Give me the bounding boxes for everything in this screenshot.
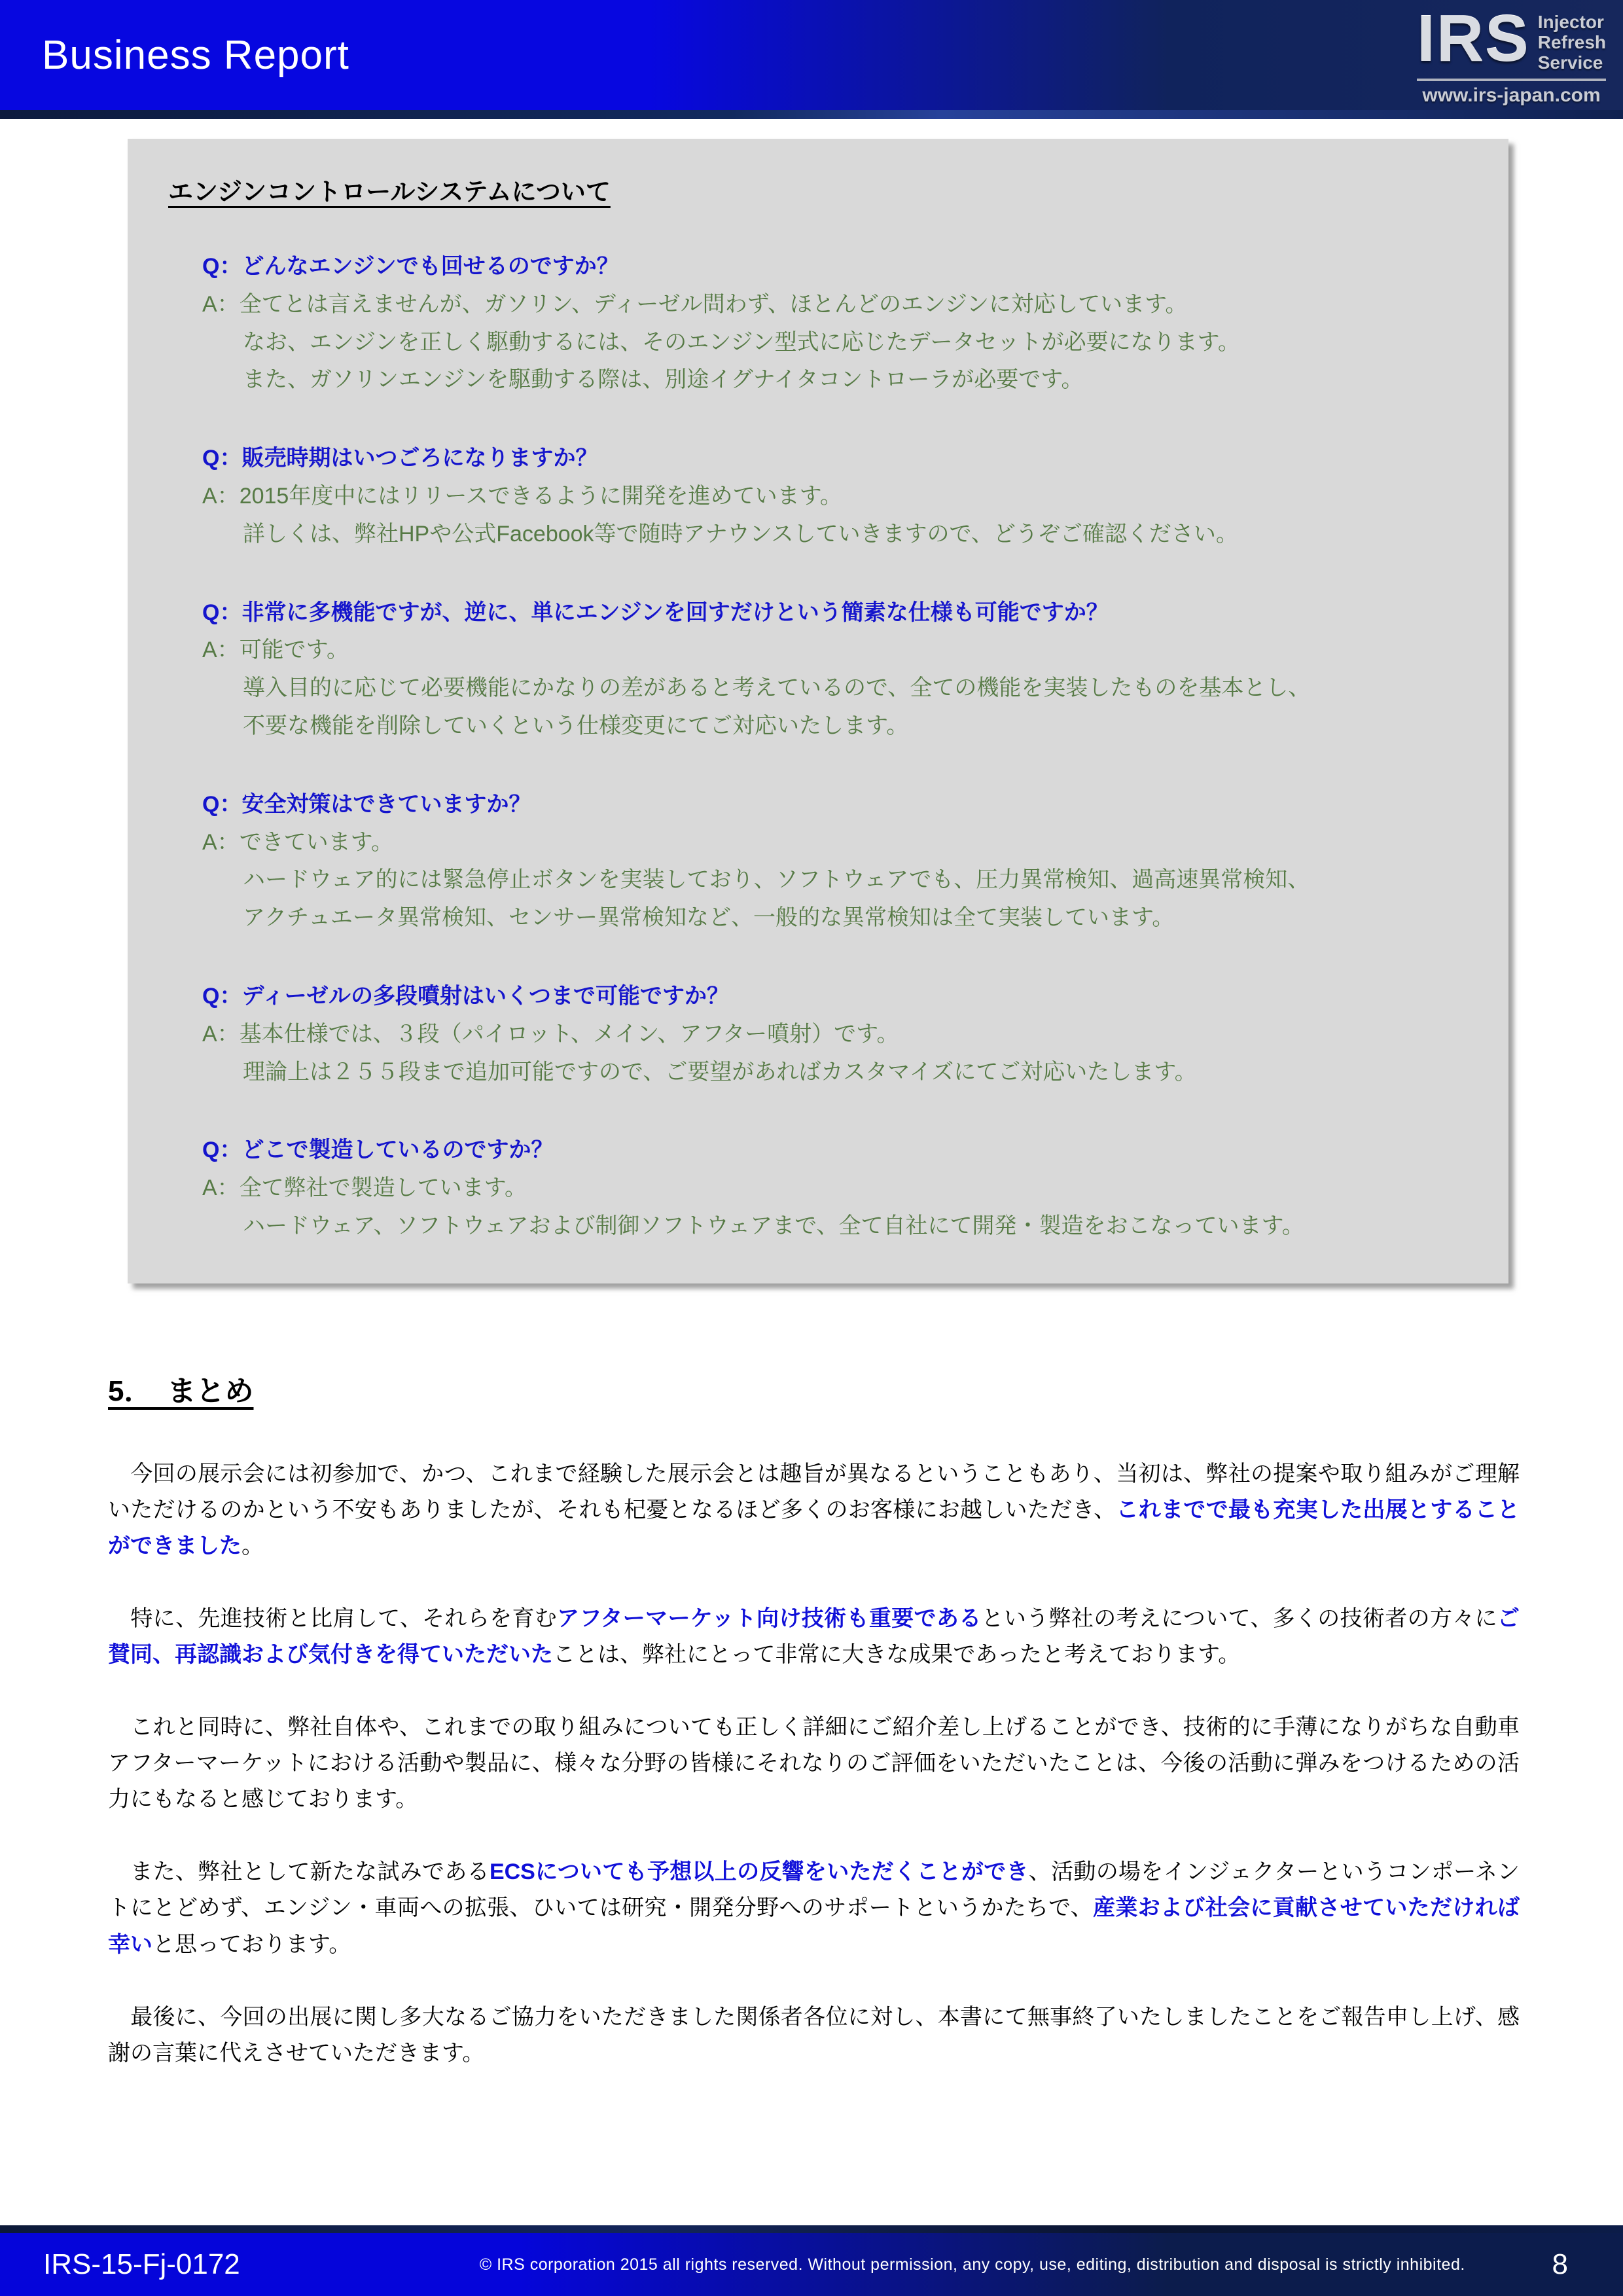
a-prefix: A： [202,1021,240,1047]
qa-question-text: どこで製造しているのですか？ [241,1138,554,1163]
qa-item [202,594,1469,745]
qa-answer-line: 導入目的に応じて必要機能にかなりの差があると考えているので、全ての機能を実装したものを基本とし、 [243,675,1311,701]
q-prefix: Q： [202,791,242,817]
text-segment: という弊社の考えについて、多くの技術者の方々に [981,1605,1498,1631]
text-segment: これと同時に、弊社自体や、これまでの取り組みについても正しく詳細にご紹介差し上げることができ、技術的に手薄になりがちな自動車アフターマーケットにおける活動や製品に、様々な分野の皆様にそれなりのご評価をいただいたことは、今後の活動に弾みをつけるための活力にもなると感じております。 [108,1715,1520,1812]
text-segment-emphasis: これまでで最も充実した出展とすることができました [108,1497,1520,1558]
qa-answer-line: なお、エンジンを正しく駆動するには、そのエンジン型式に応じたデータセットが必要になります。 [243,329,1240,355]
doc-number: IRS-15-Fj-0172 [43,2248,240,2280]
summary-section [108,1367,1520,2072]
qa-answer [202,286,1469,399]
text-segment-emphasis: ご賛同、再認識および気付きを得ていただいた [108,1605,1520,1668]
qa-panel-title: エンジンコントロールシステムについて [168,179,611,206]
footer-divider [0,2225,1623,2233]
summary-paragraph [108,1601,1520,1673]
qa-answer-line: 不要な機能を削除していくという仕様変更にてご対応いたします。 [243,713,909,738]
a-prefix: A： [202,829,240,855]
summary-paragraph [108,2000,1520,2072]
qa-answer-line [202,1170,1469,1208]
qa-item [202,440,1469,553]
qa-item [202,1132,1469,1245]
summary-paragraph [108,1710,1520,1818]
text-segment: また、弊社として新たな試みである [108,1859,490,1885]
qa-panel [128,139,1508,1283]
qa-answer-line: 詳しくは、弊社HPや公式Facebook等で随時アナウンスしていきますので、どうぞご確認ください。 [243,521,1238,547]
footer-bar [0,2225,1623,2296]
qa-answer-text: できています。 [239,829,393,855]
qa-answer [202,1170,1469,1246]
logo-url: www.irs-japan.com [1417,79,1606,107]
logo-word: Refresh [1537,32,1606,53]
a-prefix: A： [202,483,240,509]
header-divider [0,110,1623,119]
qa-question-text: ディーゼルの多段噴射はいくつまで可能ですか？ [241,983,730,1009]
qa-answer-line [202,286,1469,324]
logo-word: Injector [1537,12,1604,33]
text-segment: と思っております。 [152,1931,351,1957]
text-segment: 特に、先進技術と比肩して、それらを育む [108,1605,558,1631]
qa-question-text: 安全対策はできていますか？ [241,791,531,817]
qa-item [202,248,1469,399]
qa-item [202,786,1469,937]
text-segment: 今回の展示会には初参加で、かつ、これまで経験した展示会とは趣旨が異なるということもあり、当初は、弊社の提案や取り組みがご理解いただけるのかという不安もありましたが、それも杞憂となるほど多くのお客様にお越しいただき、 [108,1461,1520,1522]
q-prefix: Q： [202,446,242,471]
qa-answer-text: 全て弊社で製造しています。 [239,1175,527,1201]
qa-item [202,978,1469,1091]
qa-answer-line: また、ガソリンエンジンを駆動する際は、別途イグナイタコントローラが必要です。 [243,367,1084,393]
qa-answer-text: 基本仕様では、３段（パイロット、メイン、アフター噴射）です。 [239,1021,899,1047]
text-segment: 。 [241,1533,264,1558]
qa-answer-line: ハードウェア的には緊急停止ボタンを実装しており、ソフトウェアでも、圧力異常検知、過高速異常検知、 [243,867,1310,893]
qa-answer-text: 2015年度中にはリリースできるように開発を進めています。 [239,483,842,509]
text-segment: ことは、弊社にとって非常に大きな成果であったと考えております。 [553,1642,1241,1668]
qa-answer-line: ハードウェア、ソフトウェアおよび制御ソフトウェアまで、全て自社にて開発・製造をおこなっています。 [243,1213,1304,1238]
logo-words [1538,9,1606,73]
summary-heading: 5． まとめ [108,1374,254,1407]
a-prefix: A： [202,291,240,317]
qa-answer-line [202,824,1469,862]
qa-answer [202,824,1469,937]
qa-answer [202,632,1469,745]
qa-question-text: どんなエンジンでも回せるのですか？ [241,254,619,279]
qa-answer [202,478,1469,554]
text-segment-emphasis: アフターマーケット向け技術も重要である [557,1605,982,1631]
qa-answer [202,1016,1469,1092]
qa-answer-line [202,1016,1469,1054]
qa-answer-line [202,632,1469,670]
text-segment-emphasis: 産業および社会に貢献させていただければ幸い [108,1895,1520,1957]
qa-question [202,1132,1469,1170]
qa-answer-line: アクチュエータ異常検知、センサー異常検知など、一般的な異常検知は全て実装しています。 [243,905,1175,931]
header-bar [0,0,1623,110]
qa-question [202,594,1469,632]
footer-main [0,2233,1623,2296]
logo-acronym: IRS [1417,2,1530,76]
qa-question [202,440,1469,478]
qa-question-text: 非常に多機能ですが、逆に、単にエンジンを回すだけという簡素な仕様も可能ですか？ [241,600,1109,625]
qa-answer-line: 理論上は２５５段まで追加可能ですので、ご要望があればカスタマイズにてご対応いたします。 [243,1059,1197,1085]
qa-question [202,978,1469,1016]
a-prefix: A： [202,637,240,663]
qa-answer-text: 可能です。 [239,637,349,663]
a-prefix: A： [202,1175,240,1201]
irs-logo-top [1417,2,1606,76]
qa-answer-text: 全てとは言えませんが、ガソリン、ディーゼル問わず、ほとんどのエンジンに対応しています。 [239,291,1188,317]
summary-paragraph [108,1854,1520,1962]
page-number: 8 [1552,2248,1568,2280]
text-segment: 、活動の場をインジェクターというコンポーネントにとどめず、エンジン・車両への拡張、ひいては研究・開発分野へのサポートというかたちで、 [108,1859,1520,1921]
qa-answer-line [202,478,1469,516]
copyright-text: © IRS corporation 2015 all rights reserved. Without permission, any copy, use, editing, distribution and disposal is strictly inhibited. [479,2255,1465,2274]
summary-paragraph [108,1456,1520,1564]
q-prefix: Q： [202,983,242,1009]
text-segment: 最後に、今回の出展に関し多大なるご協力をいただきました関係者各位に対し、本書にて無事終了いたしましたことをご報告申し上げ、感謝の言葉に代えさせていただきます。 [108,2004,1520,2066]
page-title: Business Report [42,32,349,78]
text-segment-emphasis: ECSについても予想以上の反響をいただくことができ [489,1859,1029,1885]
q-prefix: Q： [202,600,242,625]
q-prefix: Q： [202,254,242,279]
qa-question-text: 販売時期はいつごろになりますか？ [241,446,598,471]
irs-logo [1417,3,1623,106]
qa-question [202,248,1469,286]
q-prefix: Q： [202,1138,242,1163]
logo-word: Service [1537,52,1603,73]
qa-question [202,786,1469,824]
